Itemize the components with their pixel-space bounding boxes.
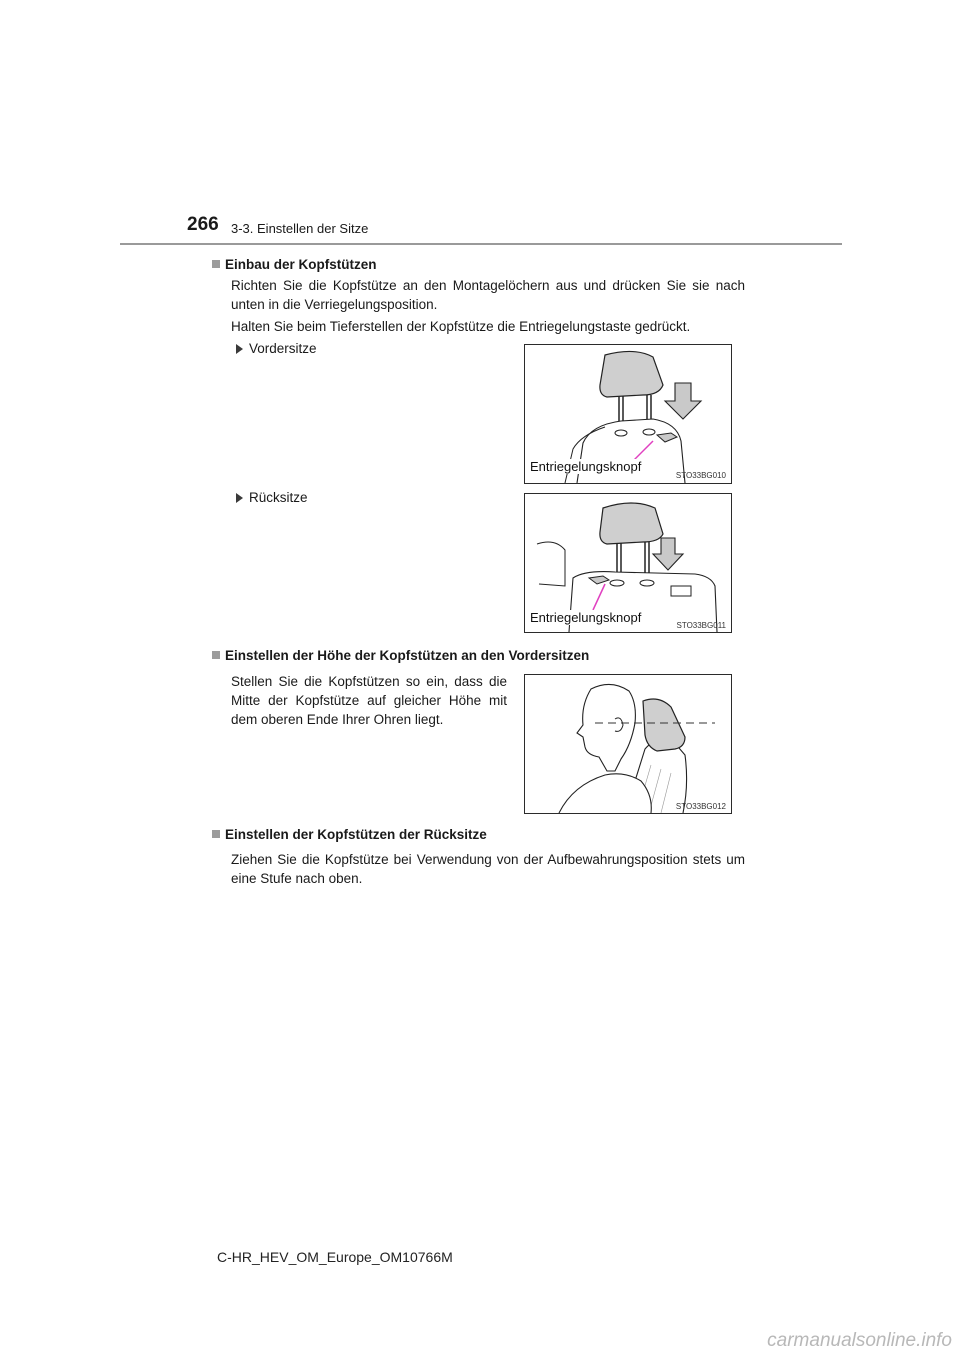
heading-install	[212, 257, 377, 272]
heading-rear	[212, 827, 487, 842]
bullet-rear-label: Rücksitze	[249, 490, 308, 505]
rear-paragraph: Ziehen Sie die Kopfstütze bei Verwendung von der Aufbewahrungsposition stets um eine Stufe nach oben.	[231, 852, 745, 886]
section-title: 3-3. Einstellen der Sitze	[231, 221, 369, 236]
heading-height-text: Einstellen der Höhe der Kopfstützen an den Vordersitzen	[225, 648, 590, 663]
height-adjustment-illustration	[525, 675, 731, 813]
bullet-front-label: Vordersitze	[249, 341, 317, 356]
figure-code-height: STO33BG012	[675, 802, 726, 811]
figure-rear-headrest	[524, 493, 732, 633]
footer-document-id: C-HR_HEV_OM_Europe_OM10766M	[217, 1249, 453, 1265]
install-paragraph-2: Halten Sie beim Tieferstellen der Kopfstütze die Entriegelungstaste gedrückt.	[231, 319, 691, 334]
figure-height-adjustment	[524, 674, 732, 814]
heading-square-icon	[212, 651, 220, 659]
heading-square-icon	[212, 830, 220, 838]
bullet-front-seats	[236, 341, 317, 356]
callout-release-button-front: Entriegelungsknopf	[530, 459, 642, 474]
triangle-bullet-icon	[236, 344, 243, 354]
watermark-text: carmanualsonline.info	[767, 1330, 952, 1351]
page-number: 266	[187, 214, 219, 235]
figure-code-front: STO33BG010	[675, 471, 726, 480]
heading-rear-text: Einstellen der Kopfstützen der Rücksitze	[225, 827, 487, 842]
triangle-bullet-icon	[236, 493, 243, 503]
bullet-rear-seats	[236, 490, 308, 505]
figure-front-headrest	[524, 344, 732, 484]
install-paragraph-1: Richten Sie die Kopfstütze an den Montagelöchern aus und drücken Sie sie nach unten in die Verriegelungsposition.	[231, 278, 745, 312]
callout-release-button-rear: Entriegelungsknopf	[530, 610, 642, 625]
heading-install-text: Einbau der Kopfstützen	[225, 257, 377, 272]
heading-square-icon	[212, 260, 220, 268]
height-paragraph: Stellen Sie die Kopfstützen so ein, dass die Mitte der Kopfstütze auf gleicher Höhe mit dem oberen Ende Ihrer Ohren liegt.	[231, 674, 507, 727]
heading-height	[212, 648, 589, 663]
header-rule	[120, 243, 842, 245]
figure-code-rear: STO33BG011	[676, 621, 726, 630]
